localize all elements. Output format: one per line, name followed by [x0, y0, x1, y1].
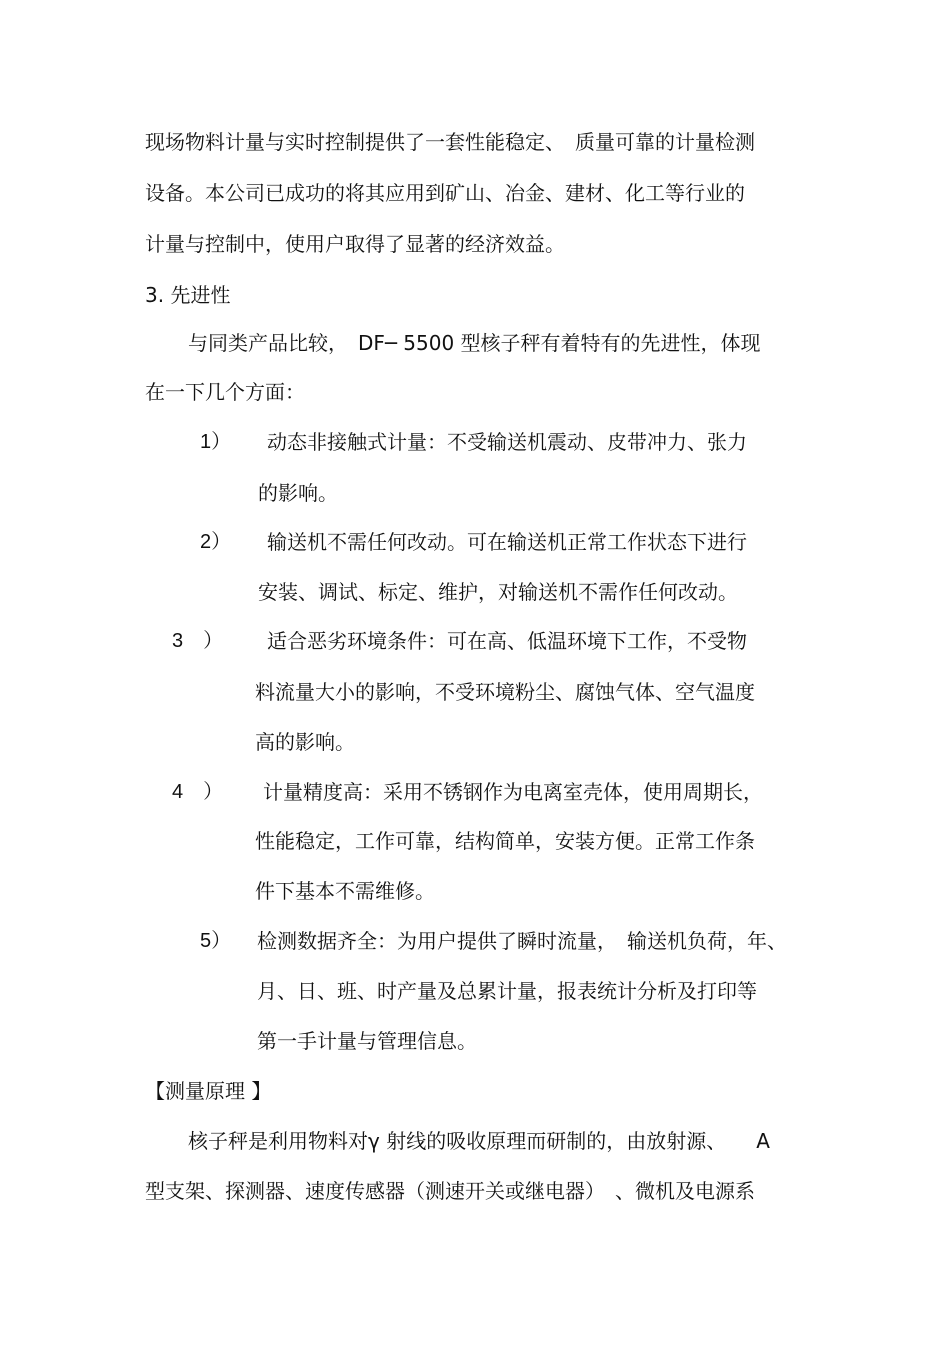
- paragraph-line: 现场物料计量与实时控制提供了一套性能稳定、 质量可靠的计量检测: [145, 130, 755, 154]
- list-item-line: 检测数据齐全：为用户提供了瞬时流量， 输送机负荷，年、: [257, 929, 787, 953]
- list-item-line: 适合恶劣环境条件：可在高、低温环境下工作，不受物: [267, 629, 747, 653]
- list-item-line: 件下基本不需维修。: [255, 879, 435, 903]
- section-heading: 3. 先进性: [145, 283, 231, 307]
- paragraph-line: 与同类产品比较， DF─ 5500 型核子秤有着特有的先进性，体现: [188, 331, 761, 355]
- list-item-line: 输送机不需任何改动。可在输送机正常工作状态下进行: [267, 530, 747, 554]
- list-marker: 3 ）: [172, 630, 224, 652]
- list-marker: 2）: [200, 531, 232, 553]
- list-item-line: 性能稳定，工作可靠，结构简单，安装方便。正常工作条: [255, 829, 755, 853]
- paragraph-line: 在一下几个方面：: [145, 380, 305, 404]
- list-item-line: 第一手计量与管理信息。: [257, 1029, 477, 1053]
- list-item-line: 安装、调试、标定、维护，对输送机不需作任何改动。: [258, 580, 738, 604]
- paragraph-line: 核子秤是利用物料对γ 射线的吸收原理而研制的，由放射源、 A: [188, 1129, 770, 1153]
- list-item-line: 月、日、班、时产量及总累计量，报表统计分析及打印等: [257, 979, 757, 1003]
- paragraph-line: 型支架、探测器、速度传感器（测速开关或继电器） 、微机及电源系: [145, 1179, 755, 1203]
- list-item-line: 计量精度高：采用不锈钢作为电离室壳体，使用周期长，: [263, 780, 763, 804]
- list-marker: 4 ）: [172, 781, 224, 803]
- paragraph-line: 设备。本公司已成功的将其应用到矿山、冶金、建材、化工等行业的: [145, 181, 745, 205]
- list-item-line: 高的影响。: [255, 730, 355, 754]
- list-marker: 1）: [200, 431, 232, 453]
- list-item-line: 的影响。: [258, 481, 338, 505]
- section-heading: 【测量原理 】: [145, 1079, 272, 1103]
- list-item-line: 动态非接触式计量：不受输送机震动、皮带冲力、张力: [267, 430, 747, 454]
- list-item-line: 料流量大小的影响，不受环境粉尘、腐蚀气体、空气温度: [255, 680, 755, 704]
- list-marker: 5）: [200, 930, 232, 952]
- paragraph-line: 计量与控制中，使用户取得了显著的经济效益。: [145, 232, 565, 256]
